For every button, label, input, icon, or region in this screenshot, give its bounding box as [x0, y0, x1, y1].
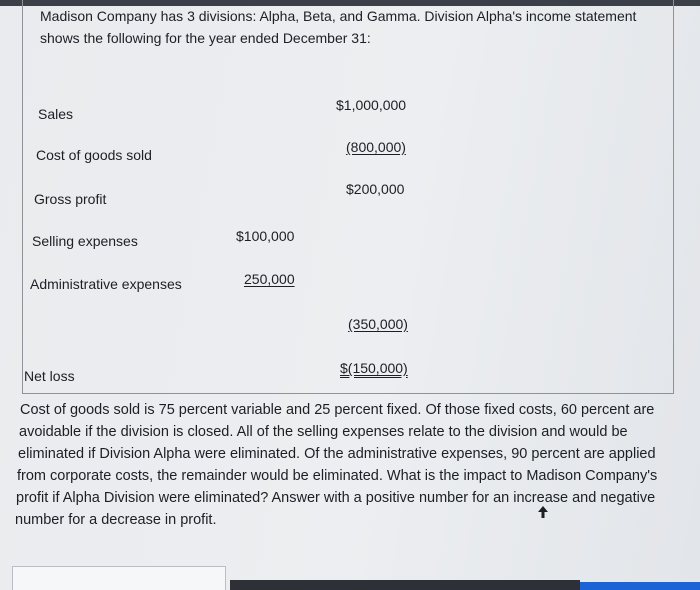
gross-profit-label: Gross profit — [34, 191, 107, 207]
admin-expenses-label: Administrative expenses — [30, 276, 182, 292]
answer-input[interactable] — [12, 566, 226, 590]
question-line-5: profit if Alpha Division were eliminated? Answer with a positive number for an increase and negative — [16, 490, 656, 506]
question-line-1: Cost of goods sold is 75 percent variable and 25 percent fixed. Of those fixed costs, 60 percent are — [20, 402, 655, 418]
question-line-2: avoidable if the division is closed. All of the selling expenses relate to the division and would be — [19, 424, 628, 440]
bottom-bar — [230, 580, 580, 590]
mouse-cursor-icon — [538, 506, 548, 518]
question-line-6: number for a decrease in profit. — [15, 512, 217, 528]
question-line-4: from corporate costs, the remainder would be eliminated. What is the impact to Madison Company's — [17, 468, 658, 484]
gross-profit-value: $200,000 — [346, 181, 405, 197]
selling-expenses-value: $100,000 — [236, 228, 295, 244]
bottom-accent-bar — [580, 582, 700, 590]
question-line-3: eliminated if Division Alpha were eliminated. Of the administrative expenses, 90 percent are applied — [18, 446, 656, 462]
cogs-label: Cost of goods sold — [36, 147, 152, 163]
sales-value: $1,000,000 — [336, 97, 407, 113]
admin-expenses-value: 250,000 — [244, 271, 295, 287]
total-expenses-value: (350,000) — [348, 316, 408, 332]
question-page — [0, 6, 700, 590]
net-loss-label: Net loss — [24, 368, 75, 384]
selling-expenses-label: Selling expenses — [32, 233, 138, 249]
intro-line-2: shows the following for the year ended December 31: — [40, 30, 371, 46]
cogs-value: (800,000) — [346, 139, 406, 155]
sales-label: Sales — [38, 106, 74, 122]
net-loss-value: $(150,000) — [340, 360, 408, 376]
intro-line-1: Madison Company has 3 divisions: Alpha, Beta, and Gamma. Division Alpha's income statement — [40, 8, 637, 24]
